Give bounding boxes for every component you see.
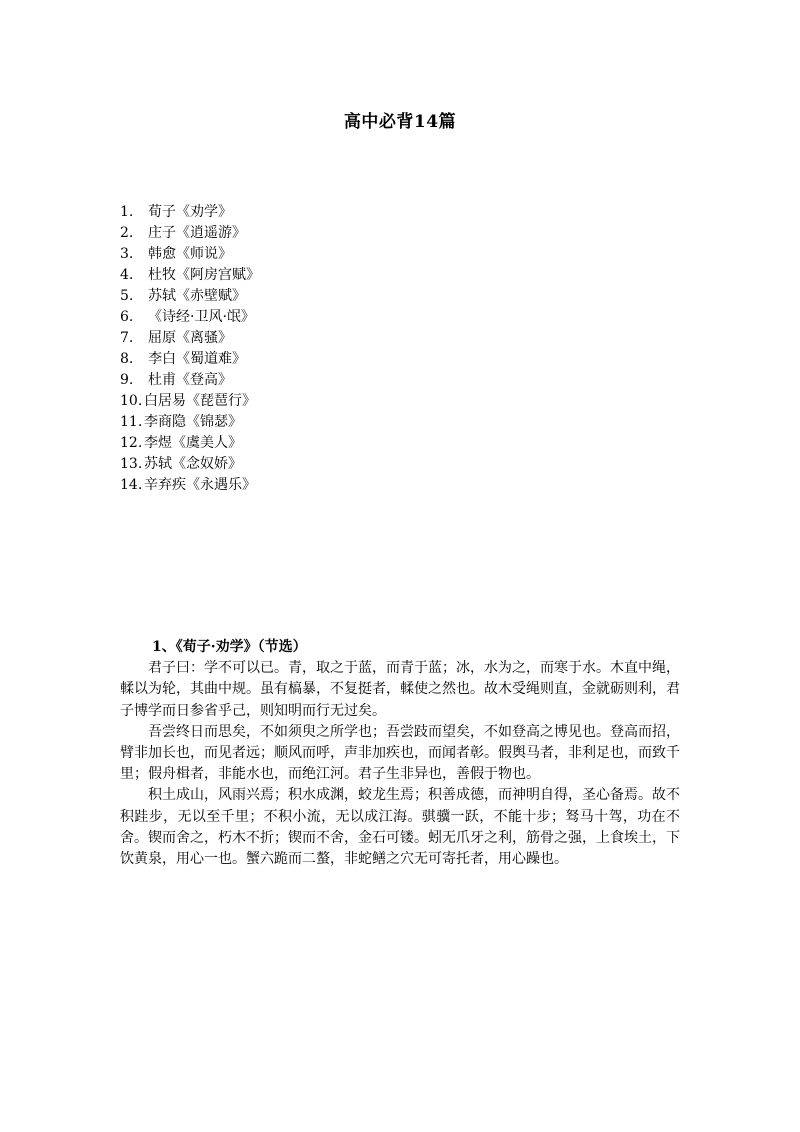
toc-item xyxy=(120,286,260,307)
toc-item-number: 12. xyxy=(120,435,143,451)
toc-item xyxy=(120,370,260,391)
toc-item-label: 辛弃疾《永遇乐》 xyxy=(144,477,256,493)
table-of-contents xyxy=(120,202,260,496)
toc-item xyxy=(120,223,260,244)
paragraph: 吾尝终日而思矣，不如须臾之所学也；吾尝跂而望矣，不如登高之博见也。登高而招，臂非加长也，而见者远；顺风而呼，声非加疾也，而闻者彰。假舆马者，非利足也，而致千里；假舟楫者，非能水也，而绝江河。君子生非异也，善假于物也。 xyxy=(120,723,680,783)
toc-item-label: 白居易《琵琶行》 xyxy=(144,393,256,409)
toc-item xyxy=(120,475,260,496)
paragraph: 积土成山，风雨兴焉；积水成渊，蛟龙生焉；积善成德，而神明自得，圣心备焉。故不积跬步，无以至千里；不积小流，无以成江海。骐骥一跃，不能十步；驽马十驾，功在不舍。锲而舍之，朽木不折；锲而不舍，金石可镂。蚓无爪牙之利，筋骨之强，上食埃土，下饮黄泉，用心一也。蟹六跪而二螯，非蛇鳝之穴无可寄托者，用心躁也。 xyxy=(120,787,680,868)
toc-item-label: 苏轼《赤壁赋》 xyxy=(148,288,246,304)
toc-item xyxy=(120,328,260,349)
toc-item-number: 1. xyxy=(120,204,134,220)
toc-item xyxy=(120,454,260,475)
toc-item-label: 屈原《离骚》 xyxy=(148,330,232,346)
toc-item-label: 韩愈《师说》 xyxy=(148,246,232,262)
toc-item-label: 李煜《虞美人》 xyxy=(144,435,242,451)
paragraph: 君子曰：学不可以已。青，取之于蓝，而青于蓝；冰，水为之，而寒于水。木直中绳，輮以为轮，其曲中规。虽有槁暴，不复挺者，輮使之然也。故木受绳则直，金就砺则利，君子博学而日参省乎己，则知明而行无过矣。 xyxy=(120,660,680,719)
toc-item xyxy=(120,433,260,454)
toc-item-label: 杜牧《阿房宫赋》 xyxy=(148,267,260,283)
toc-item-number: 7. xyxy=(120,330,134,346)
toc-item xyxy=(120,349,260,370)
toc-item-number: 4. xyxy=(120,267,134,283)
toc-item-number: 14. xyxy=(120,477,143,493)
toc-item-number: 9. xyxy=(120,372,134,388)
toc-item-label: 庄子《逍遥游》 xyxy=(148,225,246,241)
toc-item-label: 杜甫《登高》 xyxy=(148,372,232,388)
section-heading: 1、《荀子·劝学》（节选） xyxy=(152,639,307,655)
toc-item xyxy=(120,307,260,328)
toc-item-number: 2. xyxy=(120,225,134,241)
toc-item-label: 李白《蜀道难》 xyxy=(148,351,246,367)
toc-item-number: 6. xyxy=(120,309,134,325)
toc-item-number: 5. xyxy=(120,288,134,304)
page-title: 高中必背14篇 xyxy=(343,112,457,132)
toc-item xyxy=(120,202,260,223)
toc-item-label: 《诗经·卫风·氓》 xyxy=(148,309,255,325)
toc-item xyxy=(120,391,260,412)
toc-item-number: 8. xyxy=(120,351,134,367)
toc-item xyxy=(120,244,260,265)
toc-item-number: 10. xyxy=(120,393,143,409)
toc-item-number: 13. xyxy=(120,456,143,472)
toc-item xyxy=(120,265,260,286)
section-quanxue xyxy=(120,637,680,870)
toc-item xyxy=(120,412,260,433)
toc-item-label: 李商隐《锦瑟》 xyxy=(144,414,242,430)
toc-item-number: 11. xyxy=(120,414,143,430)
toc-item-label: 苏轼《念奴娇》 xyxy=(144,456,242,472)
toc-item-number: 3. xyxy=(120,246,134,262)
toc-item-label: 荀子《劝学》 xyxy=(148,204,232,220)
